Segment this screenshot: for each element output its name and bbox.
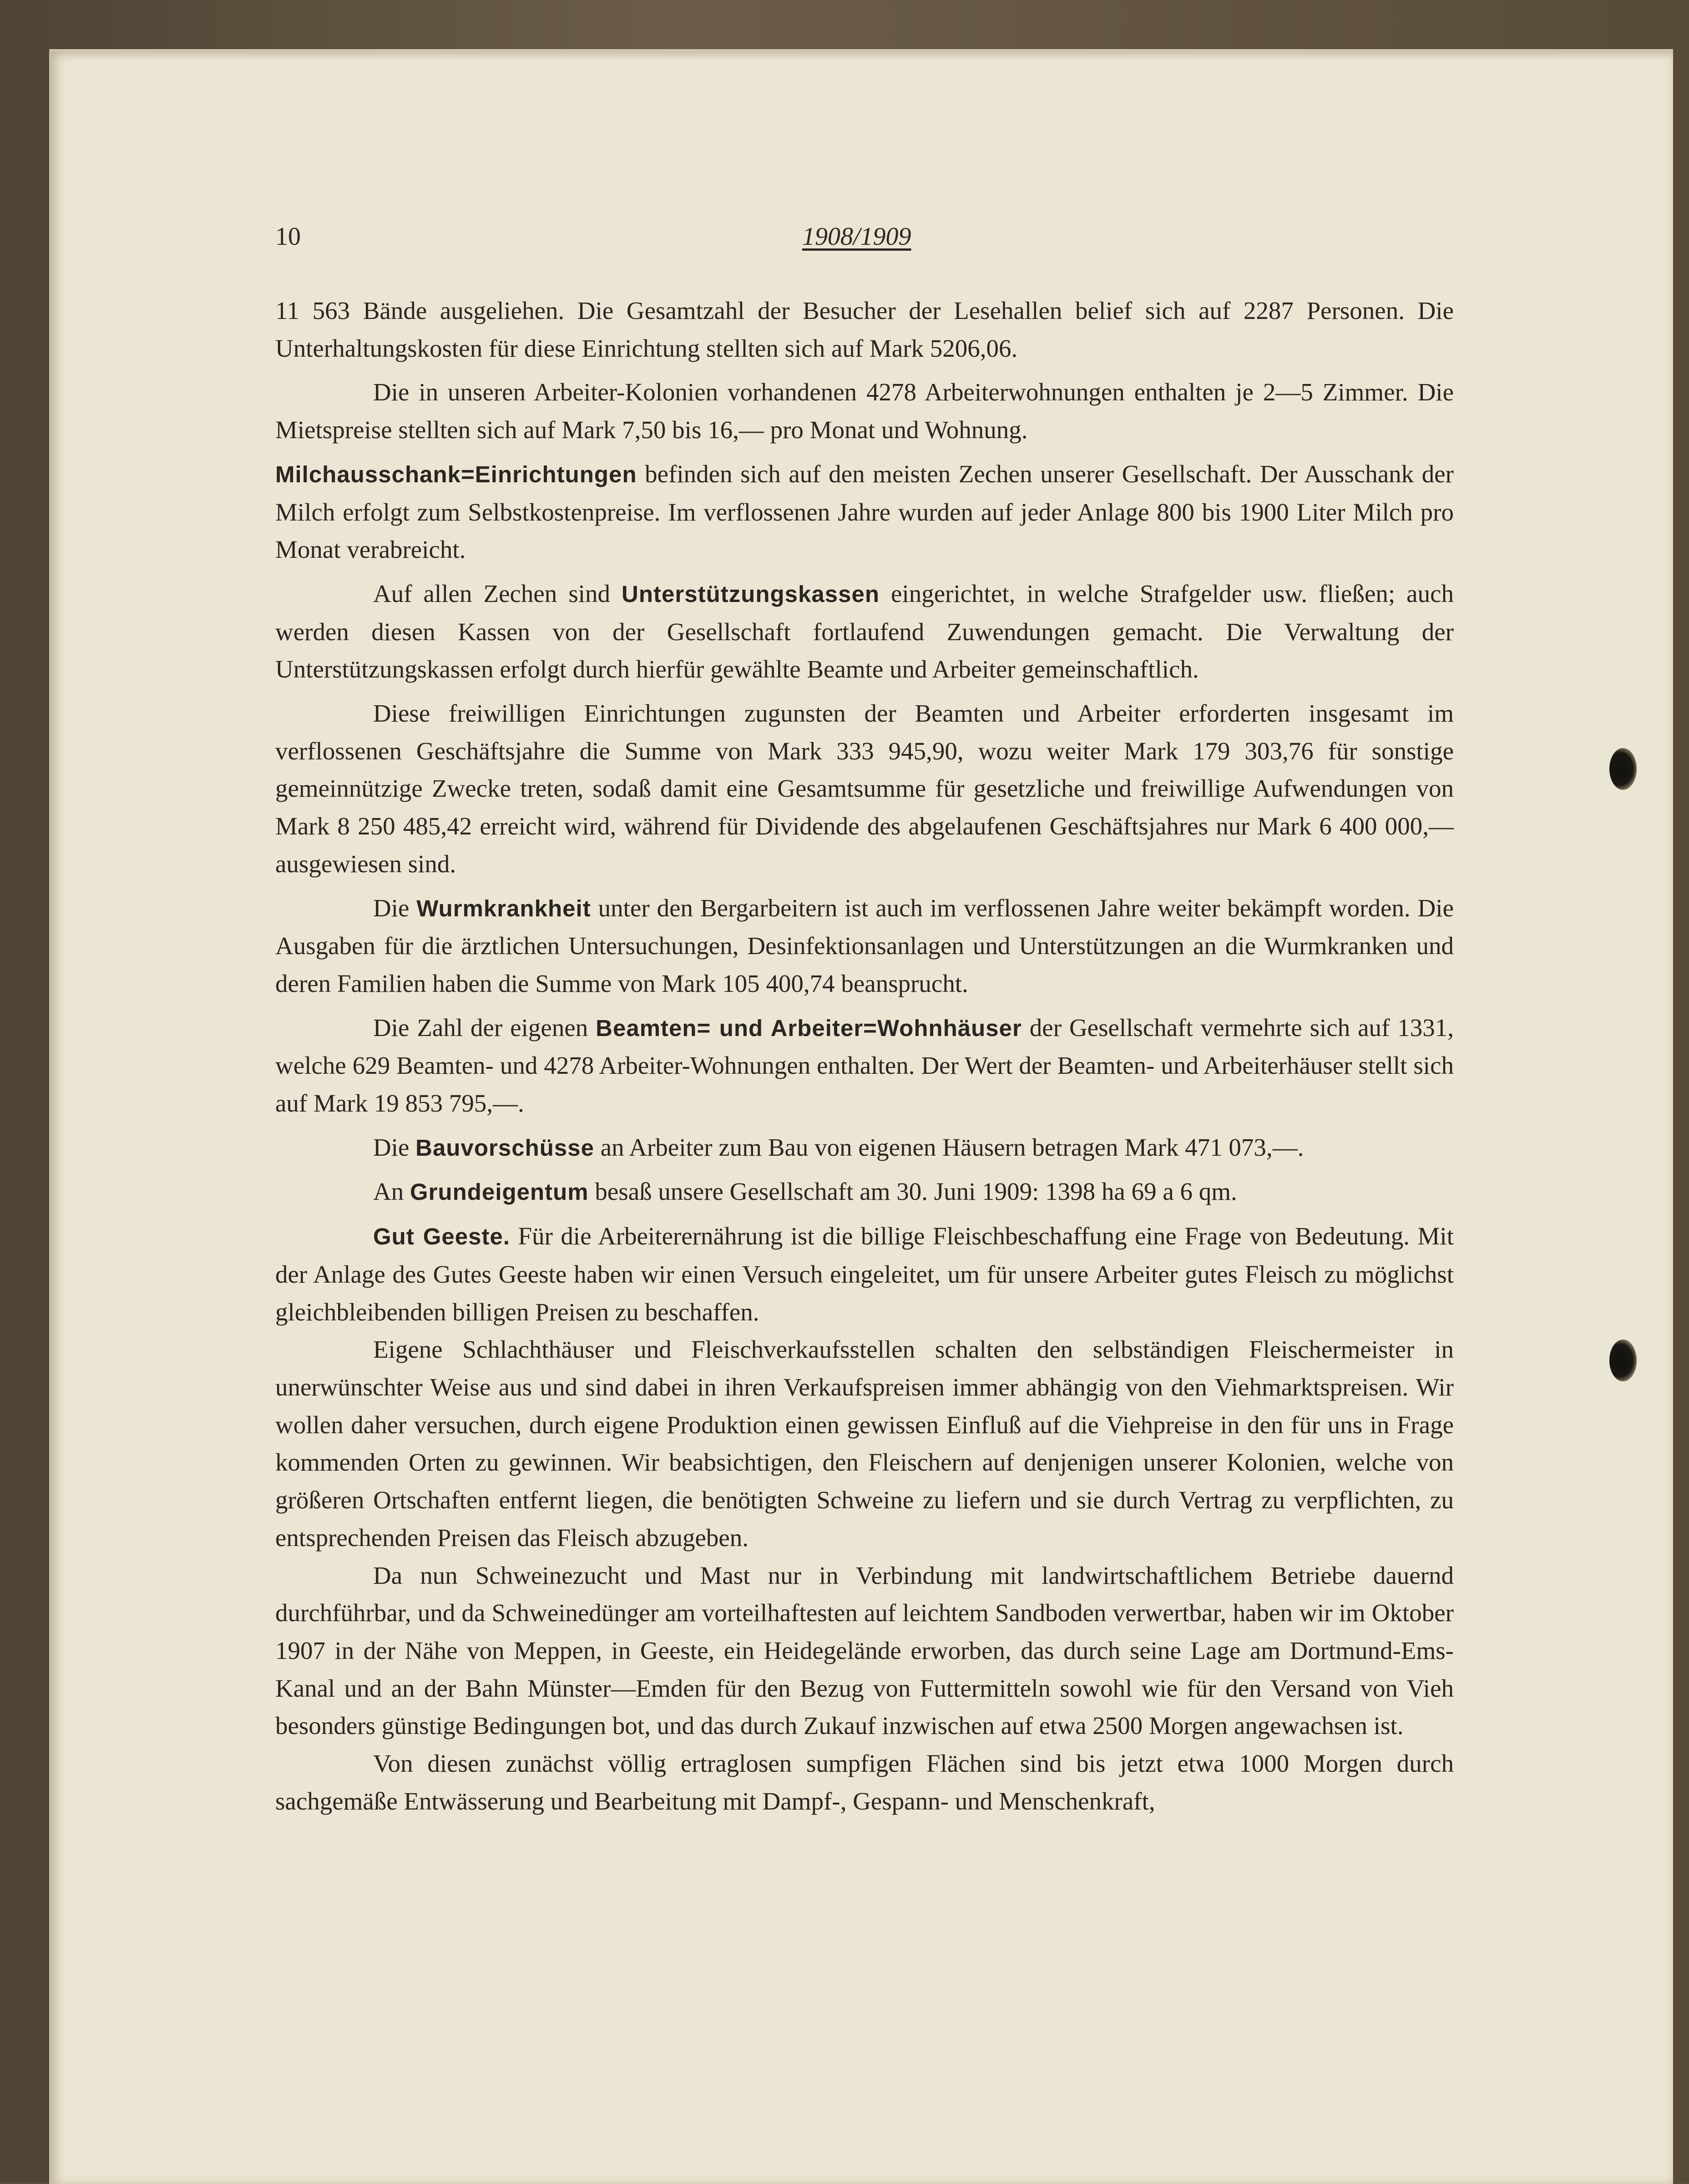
paragraph: Von diesen zunächst völlig ertraglosen sumpfigen Flächen sind bis jetzt etwa 1000 Morgen durch sachgemäße Entwässerung und Bearbeitung mit Dampf-, Gespann- und Menschenkraft, xyxy=(275,1749,1454,1815)
punch-hole xyxy=(1609,748,1637,790)
page-header xyxy=(275,222,1454,255)
page-number: 10 xyxy=(275,222,301,251)
paragraph: Diese freiwilligen Einrichtungen zugunsten der Beamten und Arbeiter erforderten insgesamt im verflossenen Geschäftsjahre die Summe von Mark 333 945,90, wozu weiter Mark 179 303,76 für sonstige gemeinnützige Zwecke treten, sodaß damit eine Gesamtsumme für gesetzliche und freiwillige Aufwendungen von Mark 8 250 485,42 erreicht wird, während für Dividende des abgelaufenen Geschäftsjahres nur Mark 6 400 000,— ausgewiesen sind. xyxy=(275,699,1454,878)
section-keyword: Grundeigentum xyxy=(410,1179,589,1205)
section-keyword: Milchausschank=Einrichtungen xyxy=(275,461,637,487)
paragraph: Gut Geeste. Für die Arbeiterernährung ist die billige Fleischbeschaffung eine Frage von Bedeutung. Mit der Anlage des Gutes Geeste haben wir einen Versuch eingeleitet, um für unsere Arbeiter gutes Fleisch zu möglichst gleichbleibenden billigen Preisen zu beschaffen. xyxy=(275,1222,1454,1326)
paragraph: Eigene Schlachthäuser und Fleischverkaufsstellen schalten den selbständigen Fleischermeister in unerwünschter Weise aus und sind dabei in ihren Verkaufspreisen immer abhängig von den Viehmarktspreisen. Wir wollen daher versuchen, durch eigene Produktion einen gewissen Einfluß auf die Viehpreise in den für uns in Frage kommenden Orten zu gewinnen. Wir beabsichtigen, den Fleischern auf denjenigen unserer Kolonien, welche von größeren Ortschaften entfernt liegen, die benötigten Schweine zu liefern und sie durch Vertrag zu verpflichten, zu entsprechenden Preisen das Fleisch abzugeben. xyxy=(275,1335,1454,1552)
section-keyword: Bauvorschüsse xyxy=(415,1134,595,1161)
paragraph: Auf allen Zechen sind Unterstützungskassen eingerichtet, in welche Strafgelder usw. fließen; auch werden diesen Kassen von der Gesellschaft fortlaufend Zuwendungen gemacht. Die Verwaltung der Unterstützungskassen erfolgt durch hierfür gewählte Beamte und Arbeiter gemeinschaftlich. xyxy=(275,579,1454,683)
paragraph: 11 563 Bände ausgeliehen. Die Gesamtzahl der Besucher der Lesehallen belief sich auf 2287 Personen. Die Unterhaltungskosten für diese Einrichtung stellten sich auf Mark 5206,06. xyxy=(275,297,1454,362)
punch-hole xyxy=(1609,1340,1637,1381)
section-keyword: Wurmkrankheit xyxy=(416,895,591,921)
section-keyword: Gut Geeste. xyxy=(373,1223,511,1250)
running-title: 1908/1909 xyxy=(802,222,911,251)
section-keyword: Beamten= und Arbeiter=Wohnhäuser xyxy=(596,1015,1022,1041)
paragraph: Die Bauvorschüsse an Arbeiter zum Bau von eigenen Häusern betragen Mark 471 073,—. xyxy=(373,1133,1304,1161)
paragraph: Die Wurmkrankheit unter den Bergarbeitern ist auch im verflossenen Jahre weiter bekämpft worden. Die Ausgaben für die ärztlichen Untersuchungen, Desinfektionsanlagen und Unterstützungen an die Wurmkranken und deren Familien haben die Summe von Mark 105 400,74 beansprucht. xyxy=(275,894,1454,997)
paragraph: Die in unseren Arbeiter-Kolonien vorhandenen 4278 Arbeiterwohnungen enthalten je 2—5 Zimmer. Die Mietspreise stellten sich auf Mark 7,50 bis 16,— pro Monat und Wohnung. xyxy=(275,378,1454,444)
paragraph: An Grundeigentum besaß unsere Gesellschaft am 30. Juni 1909: 1398 ha 69 a 6 qm. xyxy=(373,1178,1237,1206)
paragraph: Da nun Schweinezucht und Mast nur in Verbindung mit landwirtschaftlichem Betriebe dauernd durchführbar, und da Schweinedünger am vorteilhaftesten auf leichtem Sandboden verwertbar, haben wir im Oktober 1907 in der Nähe von Meppen, in Geeste, ein Heidegelände erworben, das durch seine Lage am Dortmund-Ems-Kanal und an der Bahn Münster—Emden für den Bezug von Futtermitteln sowohl wie für den Versand von Vieh besonders günstige Bedingungen bot, und das durch Zukauf inzwischen auf etwa 2500 Morgen angewachsen ist. xyxy=(275,1561,1454,1740)
body-text xyxy=(275,292,1454,1820)
paragraph: Milchausschank=Einrichtungen befinden sich auf den meisten Zechen unserer Gesellschaft. Der Ausschank der Milch erfolgt zum Selbstkostenpreise. Im verflossenen Jahre wurden auf jeder Anlage 800 bis 1900 Liter Milch pro Monat verabreicht. xyxy=(275,460,1454,564)
paragraph: Die Zahl der eigenen Beamten= und Arbeiter=Wohnhäuser der Gesellschaft vermehrte sich auf 1331, welche 629 Beamten- und 4278 Arbeiter-Wohnungen enthalten. Der Wert der Beamten- und Arbeiterhäuser stellt sich auf Mark 19 853 795,—. xyxy=(275,1013,1454,1117)
section-keyword: Unterstützungskassen xyxy=(622,581,880,607)
